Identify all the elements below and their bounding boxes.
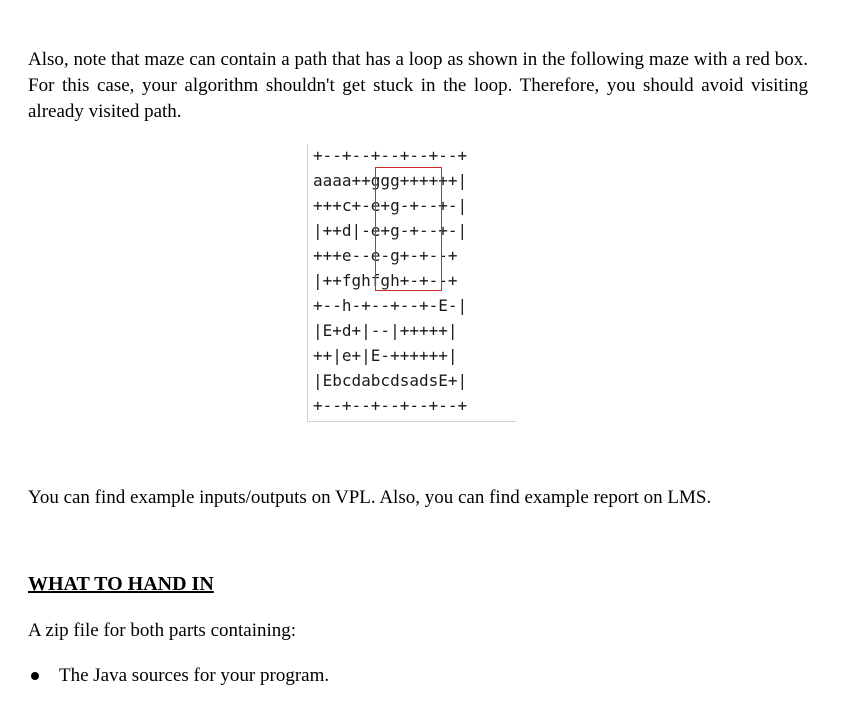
zip-note: A zip file for both parts containing: xyxy=(28,620,297,641)
maze-line: +--+--+--+--+--+ xyxy=(313,396,468,415)
maze-line: |++fghfgh+-+--+ xyxy=(313,271,458,290)
maze-line: +++c+-e+g-+--+-| xyxy=(313,196,468,215)
loop-highlight-divider xyxy=(375,167,376,291)
maze-line: ++|e+|E-++++++| xyxy=(313,346,458,365)
intro-paragraph: Also, note that maze can contain a path that has a loop as shown in the following maze with a red box. For this case, your algorithm shouldn't get stuck in the loop. Therefore, you should avoid visiting already visited path. xyxy=(28,49,808,122)
bullet-icon xyxy=(31,672,39,680)
loop-highlight-box xyxy=(375,167,442,291)
maze-line: +++e--e-g+-+--+ xyxy=(313,246,458,265)
maze-figure xyxy=(307,144,516,422)
vpl-note: You can find example inputs/outputs on VPL. Also, you can find example report on LMS. xyxy=(28,487,712,508)
list-item xyxy=(28,663,329,689)
maze-line: |E+d+|--|+++++| xyxy=(313,321,458,340)
maze-line: |++d|-e+g-+--+-| xyxy=(313,221,468,240)
maze-line: +--+--+--+--+--+ xyxy=(313,146,468,165)
maze-line: |EbcdabcdsadsE+| xyxy=(313,371,468,390)
hand-in-list xyxy=(28,663,329,689)
maze-line: +--h-+--+--+-E-| xyxy=(313,296,468,315)
section-heading: WHAT TO HAND IN xyxy=(28,573,214,595)
maze-line: aaaa++ggg++++++| xyxy=(313,171,468,190)
list-item-text: The Java sources for your program. xyxy=(59,665,330,686)
